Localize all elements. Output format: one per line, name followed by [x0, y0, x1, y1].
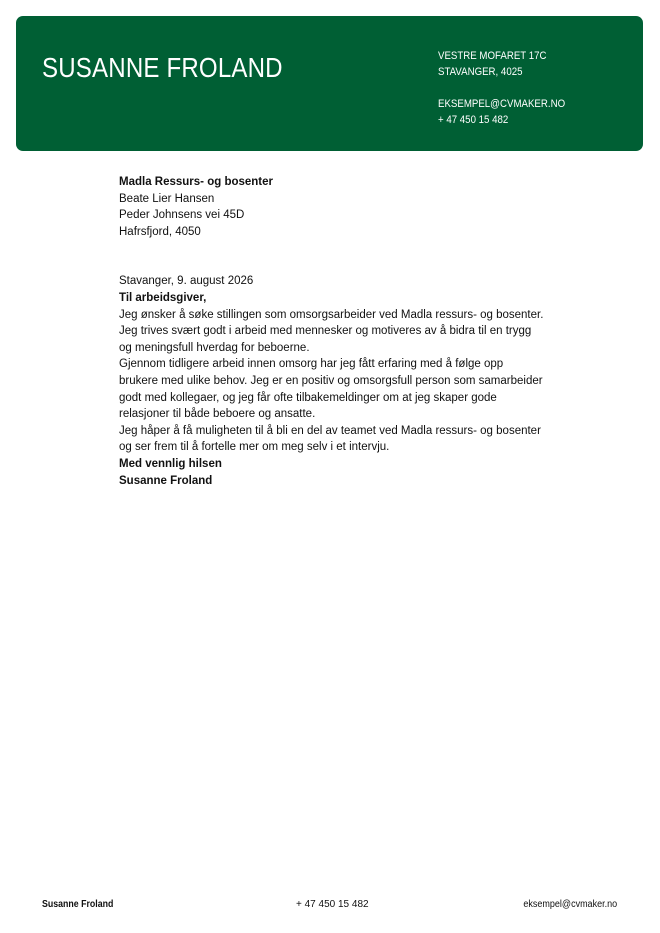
recipient-block [119, 174, 544, 240]
paragraph-1: Jeg ønsker å søke stillingen som omsorgsarbeider ved Madla ressurs- og bosenter. Jeg trives svært godt i arbeid med mennesker og motiveres av å bidra til en trygg og meningsfull hverdag for beboerne. [119, 308, 544, 354]
recipient-city: Hafrsfjord, 4050 [119, 225, 201, 238]
recipient-organization: Madla Ressurs- og bosenter [119, 176, 274, 188]
closing-signature: Susanne Froland [119, 474, 213, 487]
footer-name: Susanne Froland [42, 899, 114, 910]
recipient-contact: Beate Lier Hansen [119, 192, 215, 205]
paragraph-3: Jeg håper å få muligheten til å bli en del av teamet ved Madla ressurs- og bosenter og ser frem til å fortelle mer om meg selv i et intervju. [119, 424, 541, 454]
contact-email: EKSEMPEL@CVMAKER.NO [438, 98, 566, 110]
date-line: Stavanger, 9. august 2026 [119, 275, 254, 288]
footer-phone: + 47 450 15 482 [296, 899, 369, 910]
footer-email: eksempel@cvmaker.no [523, 899, 617, 910]
header-banner [16, 16, 643, 151]
paragraph-2: Gjennom tidligere arbeid innen omsorg har jeg fått erfaring med å følge opp brukere med ulike behov. Jeg er en positiv og omsorgsfull person som samarbeider godt med kollegaer, og jeg får ofte tilbakemeldinger om at jeg skaper gode relasjoner til både beboere og ansatte. [119, 358, 543, 421]
address-line-1: VESTRE MOFARET 17C [438, 50, 547, 62]
contact-info [438, 48, 565, 128]
closing-greeting: Med vennlig hilsen [119, 457, 222, 470]
salutation: Til arbeidsgiver, [119, 291, 207, 304]
contact-phone: + 47 450 15 482 [438, 114, 509, 126]
letter-body [119, 174, 544, 489]
address-line-2: STAVANGER, 4025 [438, 66, 523, 78]
applicant-name: SUSANNE FROLAND [42, 52, 283, 83]
recipient-street: Peder Johnsens vei 45D [119, 209, 245, 222]
contact-spacer [438, 80, 565, 96]
